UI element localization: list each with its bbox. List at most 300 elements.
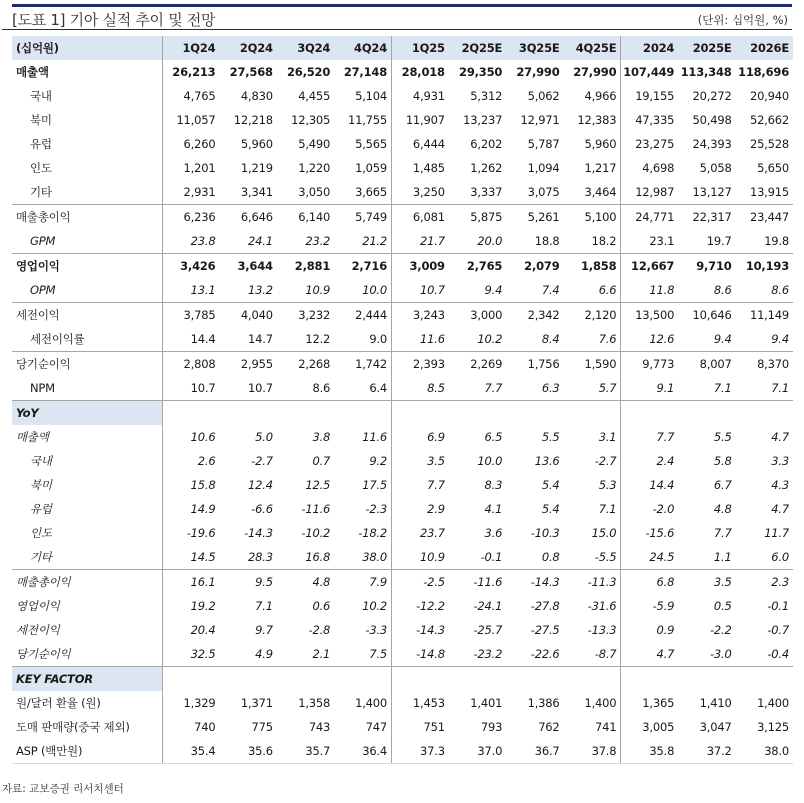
row-label: 당기순이익 <box>12 352 162 377</box>
table-cell: 2,716 <box>334 254 391 279</box>
table-cell: -5.5 <box>564 545 621 570</box>
table-cell: 4.7 <box>771 430 789 444</box>
table-cell: 5,875 <box>449 205 506 230</box>
table-cell: 1,358 <box>298 696 331 710</box>
row-label: 북미 <box>12 108 162 132</box>
table-cell: 9.4 <box>771 332 789 346</box>
row-label: 매출액 <box>12 60 162 84</box>
table-cell: 13.2 <box>248 283 273 297</box>
table-cell: 6.3 <box>541 381 560 395</box>
table-cell: -18.2 <box>334 521 391 545</box>
table-cell: -8.7 <box>564 642 621 667</box>
table-cell: -2.3 <box>334 497 391 521</box>
table-cell: 11.6 <box>420 332 445 346</box>
table-cell: 24.1 <box>248 234 273 248</box>
table-cell: -14.3 <box>416 623 445 637</box>
table-cell: 5,261 <box>506 205 563 230</box>
table-cell: -3.0 <box>709 647 732 661</box>
row-label: 매출액 <box>12 425 162 449</box>
table-cell: 7.1 <box>564 497 621 521</box>
table-cell: 11,907 <box>405 113 445 127</box>
col-header: 4Q24 <box>334 36 391 60</box>
row-label: 매출총이익 <box>12 205 162 230</box>
table-cell: -2.5 <box>392 570 449 595</box>
table-cell: 22,317 <box>678 205 735 230</box>
table-cell: 32.5 <box>190 647 216 661</box>
table-cell: 0.7 <box>312 454 331 468</box>
table-cell: -25.7 <box>473 623 503 637</box>
table-cell: 26,213 <box>172 65 216 79</box>
table-cell: -2.8 <box>308 623 331 637</box>
section-header-row <box>12 401 793 426</box>
table-cell: 2.6 <box>197 454 216 468</box>
table-cell: -14.3 <box>244 526 273 540</box>
table-cell: 1,590 <box>564 352 621 377</box>
row-label: 영업이익 <box>12 594 162 618</box>
table-cell: 19.8 <box>764 234 789 248</box>
table-cell: 118,696 <box>738 65 789 79</box>
table-cell: 1,219 <box>240 161 273 175</box>
table-cell: 3,232 <box>277 303 334 328</box>
table-cell: 5.3 <box>564 473 621 497</box>
table-cell: 13,915 <box>749 185 789 199</box>
table-cell: 11,057 <box>176 113 216 127</box>
label-header: (십억원) <box>12 36 162 60</box>
table-cell: -6.6 <box>251 502 273 516</box>
empty-cell <box>564 667 621 692</box>
table-cell: 23.1 <box>649 234 675 248</box>
empty-cell <box>162 401 219 426</box>
table-cell: 23,447 <box>736 205 793 230</box>
table-cell: 5,960 <box>564 132 621 156</box>
table-cell: 9.7 <box>255 623 273 637</box>
table-cell: -31.6 <box>564 594 621 618</box>
table-cell: 19,155 <box>635 89 675 103</box>
table-cell: 35.4 <box>162 739 219 764</box>
table-row <box>12 156 793 180</box>
table-cell: 3,005 <box>642 720 675 734</box>
row-label: 유럽 <box>12 132 162 156</box>
empty-cell <box>506 667 563 692</box>
table-row <box>12 497 793 521</box>
table-cell: 6.4 <box>334 376 391 401</box>
table-cell: 23.7 <box>420 526 445 540</box>
table-cell: 12,218 <box>233 113 273 127</box>
table-cell: 3.1 <box>564 425 621 449</box>
table-cell: 6,646 <box>219 205 276 230</box>
table-cell: 6,081 <box>392 205 449 230</box>
table-cell: 2,120 <box>564 303 621 328</box>
table-cell: 12,971 <box>520 113 560 127</box>
table-cell: 2.4 <box>656 454 675 468</box>
table-cell: 3.6 <box>484 526 503 540</box>
table-row <box>12 84 793 108</box>
table-cell: 3,785 <box>162 303 219 328</box>
table-cell: 3,665 <box>334 180 391 205</box>
empty-cell <box>678 667 735 692</box>
table-cell: 793 <box>480 720 503 734</box>
table-cell: 2,808 <box>162 352 219 377</box>
table-cell: 3,337 <box>470 185 503 199</box>
table-cell: 9.5 <box>219 570 276 595</box>
table-cell: 3,464 <box>564 180 621 205</box>
table-cell: 2.3 <box>736 570 793 595</box>
table-cell: -15.6 <box>645 526 675 540</box>
table-cell: 1,756 <box>506 352 563 377</box>
table-cell: 8.6 <box>312 381 331 395</box>
table-cell: 740 <box>194 720 216 734</box>
table-cell: 19.2 <box>190 599 216 613</box>
row-label: 국내 <box>12 449 162 473</box>
table-cell: 12.6 <box>649 332 675 346</box>
source-note: 자료: 교보증권 리서치센터 <box>2 783 124 795</box>
table-cell: -2.0 <box>652 502 675 516</box>
table-cell: 1,329 <box>183 696 216 710</box>
table-cell: 20,940 <box>749 89 789 103</box>
col-header: 1Q24 <box>162 36 219 60</box>
table-cell: 18.2 <box>564 229 621 254</box>
table-cell: -5.9 <box>652 599 675 613</box>
table-cell: 9.1 <box>656 381 675 395</box>
table-cell: -13.3 <box>564 618 621 642</box>
table-cell: 8.6 <box>771 283 789 297</box>
row-label: 세전이익 <box>12 618 162 642</box>
table-cell: 16.8 <box>305 550 331 564</box>
earnings-table <box>12 36 793 764</box>
table-cell: 1,217 <box>564 156 621 180</box>
table-cell: -2.2 <box>709 623 732 637</box>
table-cell: 27,568 <box>229 65 273 79</box>
table-cell: 1,059 <box>334 156 391 180</box>
table-cell: 28,018 <box>401 65 445 79</box>
table-cell: 3,000 <box>449 303 506 328</box>
table-cell: 16.1 <box>162 570 219 595</box>
table-cell: -23.2 <box>473 647 503 661</box>
table-cell: 6.6 <box>564 278 621 303</box>
table-cell: 14.4 <box>649 478 675 492</box>
table-cell: -12.2 <box>416 599 445 613</box>
col-header: 2Q24 <box>219 36 276 60</box>
table-cell: 11,149 <box>736 303 793 328</box>
empty-cell <box>219 667 276 692</box>
table-cell: -24.1 <box>473 599 503 613</box>
col-header: 3Q24 <box>277 36 334 60</box>
table-cell: 7.7 <box>713 526 732 540</box>
table-cell: 50,498 <box>692 113 732 127</box>
table-cell: 1,220 <box>298 161 331 175</box>
row-label: OPM <box>12 278 162 303</box>
table-cell: 10.6 <box>190 430 216 444</box>
table-cell: 10.9 <box>305 283 331 297</box>
table-cell: 38.0 <box>334 545 391 570</box>
table-cell: -11.6 <box>301 502 331 516</box>
table-cell: 10,646 <box>678 303 735 328</box>
table-cell: 0.5 <box>713 599 732 613</box>
empty-cell <box>277 667 334 692</box>
table-cell: 4,698 <box>642 161 675 175</box>
table-cell: 2,342 <box>506 303 563 328</box>
table-row <box>12 594 793 618</box>
table-row <box>12 180 793 205</box>
table-cell: 7.1 <box>713 381 732 395</box>
table-cell: 2.1 <box>312 647 331 661</box>
table-cell: -2.7 <box>564 449 621 473</box>
table-cell: 20,272 <box>692 89 732 103</box>
table-cell: -11.3 <box>564 570 621 595</box>
table-cell: 762 <box>538 720 560 734</box>
table-cell: 3,047 <box>699 720 732 734</box>
empty-cell <box>392 667 449 692</box>
table-cell: 10.7 <box>190 381 216 395</box>
table-cell: 36.7 <box>506 739 563 764</box>
table-cell: 5.8 <box>713 454 732 468</box>
table-cell: 4,931 <box>412 89 445 103</box>
table-cell: 10.7 <box>420 283 445 297</box>
table-cell: 14.7 <box>248 332 273 346</box>
table-cell: 23.2 <box>305 234 331 248</box>
col-header: 1Q25 <box>392 36 449 60</box>
table-cell: -2.7 <box>251 454 273 468</box>
table-cell: 9,773 <box>621 352 678 377</box>
table-cell: 11.7 <box>764 526 789 540</box>
table-cell: 11.6 <box>334 425 391 449</box>
table-cell: 12,305 <box>291 113 331 127</box>
table-cell: 15.8 <box>190 478 216 492</box>
table-cell: 28.3 <box>248 550 273 564</box>
table-row <box>12 352 793 377</box>
table-cell: 1,365 <box>642 696 675 710</box>
table-cell: 6,202 <box>470 137 503 151</box>
table-cell: 10.0 <box>334 278 391 303</box>
table-cell: 13.6 <box>534 454 560 468</box>
table-cell: 13,237 <box>463 113 503 127</box>
row-label: ASP (백만원) <box>12 739 162 764</box>
table-cell: -10.3 <box>530 526 560 540</box>
table-cell: 5,062 <box>527 89 560 103</box>
table-cell: 0.8 <box>541 550 560 564</box>
table-cell: 13.1 <box>190 283 216 297</box>
section-label: YoY <box>12 401 162 426</box>
table-cell: 13,500 <box>621 303 678 328</box>
table-cell: 7.7 <box>484 381 503 395</box>
row-label: 기타 <box>12 180 162 205</box>
table-cell: 4,830 <box>240 89 273 103</box>
table-cell: 3,125 <box>757 720 789 734</box>
table-cell: 37.0 <box>449 739 506 764</box>
title-rule <box>2 29 792 30</box>
table-cell: -19.6 <box>186 526 216 540</box>
col-header: 2026E <box>736 36 793 60</box>
table-cell: 12,383 <box>564 108 621 132</box>
table-cell: -22.6 <box>530 647 560 661</box>
table-cell: 2,765 <box>449 254 506 279</box>
table-cell: 1,401 <box>470 696 503 710</box>
table-cell: 11.8 <box>649 283 675 297</box>
table-cell: 6.0 <box>771 550 789 564</box>
table-cell: 2,881 <box>277 254 334 279</box>
table-cell: 26,520 <box>286 65 331 79</box>
table-row <box>12 60 793 84</box>
table-cell: 2,955 <box>219 352 276 377</box>
table-cell: 37.8 <box>564 739 621 764</box>
empty-cell <box>449 401 506 426</box>
table-cell: 1,386 <box>527 696 560 710</box>
row-label: 북미 <box>12 473 162 497</box>
table-cell: 9.4 <box>713 332 732 346</box>
table-cell: 24.5 <box>649 550 675 564</box>
table-cell: -11.6 <box>449 570 506 595</box>
table-cell: 17.5 <box>334 473 391 497</box>
table-cell: 1,201 <box>183 161 216 175</box>
table-cell: 8.3 <box>484 478 503 492</box>
row-label: 당기순이익 <box>12 642 162 667</box>
table-cell: 12,987 <box>635 185 675 199</box>
table-cell: 743 <box>308 720 331 734</box>
table-cell: 8.4 <box>541 332 560 346</box>
table-row <box>12 132 793 156</box>
table-cell: 20.0 <box>477 234 503 248</box>
table-row <box>12 254 793 279</box>
table-cell: 4.3 <box>771 478 789 492</box>
table-cell: 5,100 <box>564 205 621 230</box>
table-cell: 5,490 <box>298 137 331 151</box>
empty-cell <box>162 667 219 692</box>
table-cell: 3,243 <box>392 303 449 328</box>
table-cell: 6.9 <box>427 430 445 444</box>
table-cell: 14.9 <box>190 502 216 516</box>
table-title: [도표 1] 기아 실적 추이 및 전망 <box>12 11 216 29</box>
table-cell: 14.4 <box>190 332 216 346</box>
table-row <box>12 205 793 230</box>
table-cell: 29,350 <box>459 65 503 79</box>
table-cell: 3.5 <box>678 570 735 595</box>
table-cell: 24,393 <box>692 137 732 151</box>
empty-cell <box>506 401 563 426</box>
table-cell: 1,371 <box>240 696 273 710</box>
table-cell: 3,250 <box>412 185 445 199</box>
table-cell: 1,400 <box>334 691 391 715</box>
table-row <box>12 715 793 739</box>
table-cell: 5,650 <box>757 161 789 175</box>
table-cell: 1,400 <box>757 696 789 710</box>
row-label: 인도 <box>12 521 162 545</box>
row-label: 세전이익 <box>12 303 162 328</box>
table-cell: 1,410 <box>699 696 732 710</box>
table-cell: 5.4 <box>541 502 560 516</box>
table-row <box>12 229 793 254</box>
table-cell: 8.5 <box>427 381 445 395</box>
table-cell: 4,966 <box>564 84 621 108</box>
table-row <box>12 521 793 545</box>
table-cell: 6.5 <box>484 430 503 444</box>
table-cell: 5.0 <box>255 430 273 444</box>
table-cell: 14.5 <box>190 550 216 564</box>
table-cell: -3.3 <box>334 618 391 642</box>
table-cell: 12.4 <box>248 478 273 492</box>
table-cell: 27,990 <box>564 60 621 84</box>
table-cell: 23,275 <box>635 137 675 151</box>
table-cell: 7.6 <box>564 327 621 352</box>
table-cell: 21.7 <box>420 234 445 248</box>
table-cell: 741 <box>564 715 621 739</box>
table-cell: 3.3 <box>771 454 789 468</box>
table-cell: -14.3 <box>506 570 563 595</box>
table-cell: 10.9 <box>420 550 445 564</box>
table-cell: 1,485 <box>412 161 445 175</box>
table-cell: -27.8 <box>530 599 560 613</box>
table-cell: 8,007 <box>678 352 735 377</box>
table-cell: 7.1 <box>255 599 273 613</box>
col-header: 2024 <box>621 36 678 60</box>
table-cell: 1,453 <box>412 696 445 710</box>
col-header: 2Q25E <box>449 36 506 60</box>
row-label: 원/달러 환율 (원) <box>12 691 162 715</box>
table-row <box>12 473 793 497</box>
table-cell: 6.8 <box>621 570 678 595</box>
table-cell: 4,765 <box>183 89 216 103</box>
table-cell: 2.9 <box>427 502 445 516</box>
table-row <box>12 618 793 642</box>
empty-cell <box>449 667 506 692</box>
table-cell: 27,148 <box>334 60 391 84</box>
table-row <box>12 425 793 449</box>
empty-cell <box>678 401 735 426</box>
empty-cell <box>334 401 391 426</box>
table-cell: 12,667 <box>621 254 678 279</box>
table-cell: -0.7 <box>767 623 789 637</box>
table-row <box>12 545 793 570</box>
table-cell: 13,127 <box>692 185 732 199</box>
table-cell: 4.9 <box>255 647 273 661</box>
table-cell: 1,858 <box>564 254 621 279</box>
table-cell: 2,269 <box>449 352 506 377</box>
table-cell: 20.4 <box>190 623 216 637</box>
table-cell: 3,644 <box>219 254 276 279</box>
table-cell: 1,400 <box>564 691 621 715</box>
table-cell: 2,268 <box>277 352 334 377</box>
row-label: 매출총이익 <box>12 570 162 595</box>
table-cell: 5,312 <box>470 89 503 103</box>
table-cell: 23.8 <box>190 234 216 248</box>
table-cell: 15.0 <box>564 521 621 545</box>
section-header-row <box>12 667 793 692</box>
table-cell: 113,348 <box>680 65 732 79</box>
table-cell: 4.8 <box>713 502 732 516</box>
table-cell: -0.1 <box>480 550 503 564</box>
table-cell: 24,771 <box>621 205 678 230</box>
table-cell: 35.7 <box>277 739 334 764</box>
table-cell: 1.1 <box>713 550 732 564</box>
empty-cell <box>334 667 391 692</box>
top-rule <box>12 4 792 7</box>
table-cell: 4,455 <box>298 89 331 103</box>
table-row <box>12 449 793 473</box>
table-cell: 0.6 <box>312 599 331 613</box>
table-row <box>12 327 793 352</box>
table-cell: 747 <box>334 715 391 739</box>
table-cell: -14.8 <box>416 647 445 661</box>
table-cell: 751 <box>423 720 445 734</box>
empty-cell <box>277 401 334 426</box>
table-cell: 8,370 <box>736 352 793 377</box>
table-row <box>12 570 793 595</box>
col-header: 3Q25E <box>506 36 563 60</box>
table-cell: 10.2 <box>334 594 391 618</box>
table-cell: 21.2 <box>334 229 391 254</box>
table-cell: 7.7 <box>656 430 675 444</box>
table-cell: 3.5 <box>427 454 445 468</box>
table-cell: 5,787 <box>527 137 560 151</box>
